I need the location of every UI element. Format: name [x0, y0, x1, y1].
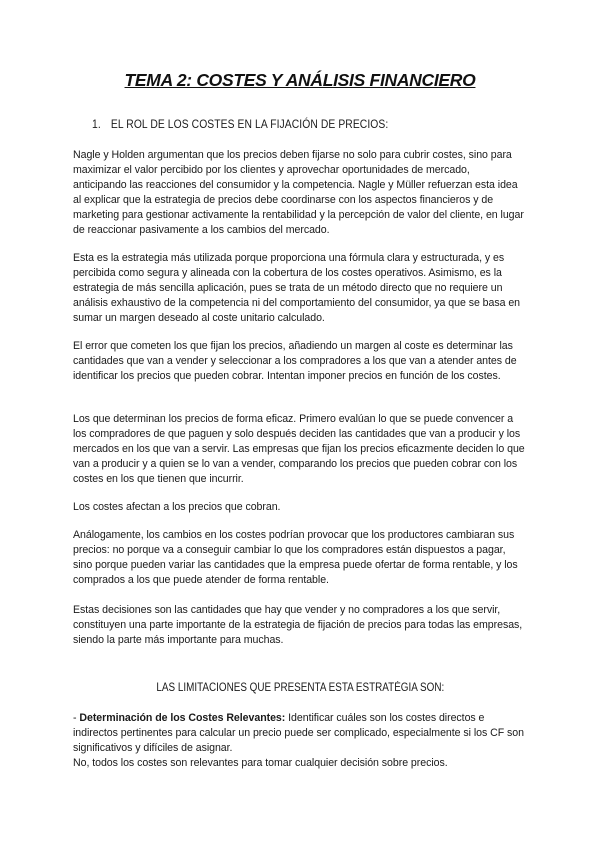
paragraph-3: El error que cometen los que fijan los precios, añadiendo un margen al coste es determinar las cantidades que van a vender y seleccionar a los compradores a los que van a atender antes de identificar los precios que pueden cobrar. Intentan imponer precios en función de los costes. — [73, 340, 517, 382]
limitation-label: Determinación de los Costes Relevantes: — [79, 712, 286, 724]
limitation-text: Identificar cuáles son los costes directos e indirectos pertinentes para calcular un precio puede ser complicado, especialmente si los CF son significativos y difíciles de asignar. — [73, 712, 524, 754]
limitation-item — [73, 711, 525, 771]
section-heading — [92, 117, 388, 131]
document-title: TEMA 2: COSTES Y ANÁLISIS FINANCIERO — [124, 70, 476, 90]
paragraph-6: Análogamente, los cambios en los costes podrían provocar que los productores cambiaran sus precios: no porque va a conseguir cambiar lo que los compradores están dispuestos a pagar, sino porque pueden variar las cantidades que la empresa puede ofertar de forma rentable, y los comprados a los que puede atender de forma rentable. — [73, 529, 518, 586]
limitation-follow-up: No, todos los costes son relevantes para tomar cualquier decisión sobre precios. — [73, 757, 448, 769]
paragraph-1: Nagle y Holden argumentan que los precios deben fijarse no solo para cubrir costes, sino para maximizar el valor percibido por los clientes y aprovechar oportunidades de mercado, anticipando las reacciones del consumidor y la competencia. Nagle y Müller refuerzan esta idea al explicar que la estrategia de precios debe coordinarse con los aspectos financieros y de marketing para gestionar activamente la rentabilidad y la percepción de valor del cliente, en lugar de reaccionar pasivamente a los cambios del mercado. — [73, 149, 524, 236]
limitations-heading-text: LAS LIMITACIONES QUE PRESENTA ESTA ESTRATÉGIA SON: — [156, 682, 444, 694]
limitations-heading — [0, 682, 600, 694]
paragraph-7: Estas decisiones son las cantidades que hay que vender y no compradores a los que servir, constituyen una parte importante de la estrategia de fijación de precios para todas las empresas, siendo la parte más importante para muchas. — [73, 604, 523, 646]
section-heading-text: EL ROL DE LOS COSTES EN LA FIJACIÓN DE PRECIOS: — [110, 117, 389, 131]
paragraph-5: Los costes afectan a los precios que cobran. — [73, 501, 281, 513]
paragraph-2: Esta es la estrategia más utilizada porque proporciona una fórmula clara y estructurada, y es percibida como segura y alineada con la cobertura de los costes operativos. Asimismo, es la estrategia de más sencilla aplicación, pues se trata de un método directo que no requiere un análisis exhaustivo de la competencia ni del comportamiento del consumidor, ya que se basa en sumar un margen deseado al coste unitario calculado. — [73, 252, 521, 324]
paragraph-4: Los que determinan los precios de forma eficaz. Primero evalúan lo que se puede convencer a los compradores de que paguen y solo después deciden las cantidades que van a producir y los mercados en los que van a servir. Las empresas que fijan los precios eficazmente deciden lo que van a producir y a quien se lo van a vender, comparando los precios que pueden cobrar con los costes en los que tienen que incurrir. — [73, 413, 525, 485]
limitation-prefix: - — [73, 712, 80, 724]
section-number: 1. — [92, 117, 101, 131]
